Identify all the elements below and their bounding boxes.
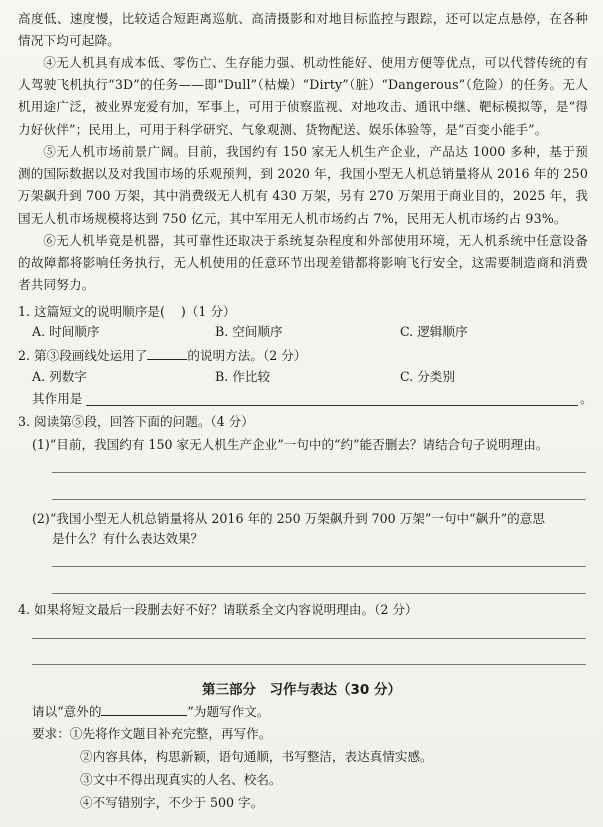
question-4-answer-line-2[interactable] <box>32 664 586 665</box>
question-1-stem-start: 1. 这篇短文的说明顺序是( <box>18 304 165 319</box>
essay-requirement-1 <box>32 725 271 743</box>
question-2-effect-answer-line[interactable] <box>86 405 578 406</box>
essay-title-blank[interactable] <box>101 703 187 716</box>
passage-paragraph-4: ④无人机具有成本低、零伤亡、生存能力强、机动性能好、使用方便等优点，可以代替传统的有人驾驶飞机执行“3D”的任务——即“Dull”（枯燥）“Dirty”（脏）“Dangerous”（危险）的任务。无人机用途广泛，被业界宠爱有加，军事上，可用于侦察监视、对地攻击、通讯中继、靶标模拟等，是“得力好伙伴”；民用上，可用于科学研究、气象观测、货物配送、娱乐体验等，是“百变小能手”。 <box>18 55 588 137</box>
passage-continuation: 高度低、速度慢，比较适合短距离巡航、高清摄影和对地目标监控与跟踪，还可以定点悬停，在各种情况下均可起降。 <box>18 11 588 49</box>
question-2-stem-start: 2. 第③段画线处运用了 <box>18 348 148 363</box>
question-2-effect-end: 。 <box>580 391 593 406</box>
question-4-stem: 4. 如果将短文最后一段删去好不好？请联系全文内容说明理由。（2 分） <box>18 602 418 617</box>
essay-requirements-label: 要求： <box>32 726 70 741</box>
question-2-option-a[interactable]: A. 列数字 <box>32 369 87 384</box>
passage-paragraph-5: ⑤无人机市场前景广阔。目前，我国约有 150 家无人机生产企业，产品达 1000 多种，基于预测的国际数据以及对我国市场的乐观预判，到 2020 年，我国小型无人机总销量将从 2016 年的 250 万架飙升到 700 万架，其中消费级无人机有 430 万架，另有 270 万架用于商业目的，2025 年，我国无人机市场规模将达到 750 亿元，其中军用无人机市场约占 7%，民用无人机市场约占 93%。 <box>18 144 588 226</box>
question-3-sub-1-answer-line-2[interactable] <box>52 499 586 500</box>
question-2-stem-end: 的说明方法。（2 分） <box>187 348 307 363</box>
question-3-sub-2-answer-line-1[interactable] <box>52 566 586 567</box>
question-1-option-b[interactable]: B. 空间顺序 <box>215 324 283 339</box>
question-2-option-b[interactable]: B. 作比较 <box>215 369 271 384</box>
passage-paragraph-6: ⑥无人机毕竟是机器，其可靠性还取决于系统复杂程度和外部使用环境，无人机系统中任意设备的故障都将影响任务执行，无人机使用的任意环节出现差错都将影响飞行安全，这需要制造商和消费者共同努力。 <box>18 233 588 293</box>
essay-prompt <box>32 703 269 721</box>
essay-requirement-text: ①先将作文题目补充完整，再写作。 <box>69 726 272 741</box>
essay-requirement-2: ②内容具体，构思新颖，语句通顺，书写整洁，表达真情实感。 <box>80 749 433 764</box>
essay-prompt-end: ”为题写作文。 <box>187 704 270 719</box>
question-2-blank[interactable] <box>147 347 187 360</box>
question-1-option-c[interactable]: C. 逻辑顺序 <box>400 324 468 339</box>
section-3-title: 第三部分 习作与表达（30 分） <box>202 682 401 698</box>
question-3-sub-2-line-2: 是什么？有什么表达效果？ <box>52 531 204 546</box>
question-4-answer-line-1[interactable] <box>32 638 586 639</box>
essay-requirement-3: ③文中不得出现真实的人名、校名。 <box>80 772 282 787</box>
question-3-sub-2-answer-line-2[interactable] <box>52 593 586 594</box>
question-3-sub-1: (1)“目前，我国约有 150 家无人机生产企业”一句中的“约”能否删去？请结合句子说明理由。 <box>32 437 549 452</box>
essay-requirement-4: ④不写错别字，不少于 500 字。 <box>80 795 264 810</box>
question-1-option-a[interactable]: A. 时间顺序 <box>32 324 100 339</box>
question-2-option-c[interactable]: C. 分类别 <box>400 369 455 384</box>
question-1-stem-end: )（1 分） <box>180 304 236 319</box>
question-2-stem <box>18 347 306 365</box>
question-3-sub-1-answer-line-1[interactable] <box>52 472 586 473</box>
question-1-stem <box>18 303 236 321</box>
question-3-stem: 3. 阅读第⑤段，回答下面的问题。（4 分） <box>18 414 254 429</box>
question-2-effect-label: 其作用是 <box>32 391 83 406</box>
essay-prompt-start: 请以“意外的 <box>32 704 102 719</box>
question-3-sub-2-line-1: (2)“我国小型无人机总销量将从 2016 年的 250 万架飙升到 700 万架”一句中“飙升”的意思 <box>32 511 545 526</box>
